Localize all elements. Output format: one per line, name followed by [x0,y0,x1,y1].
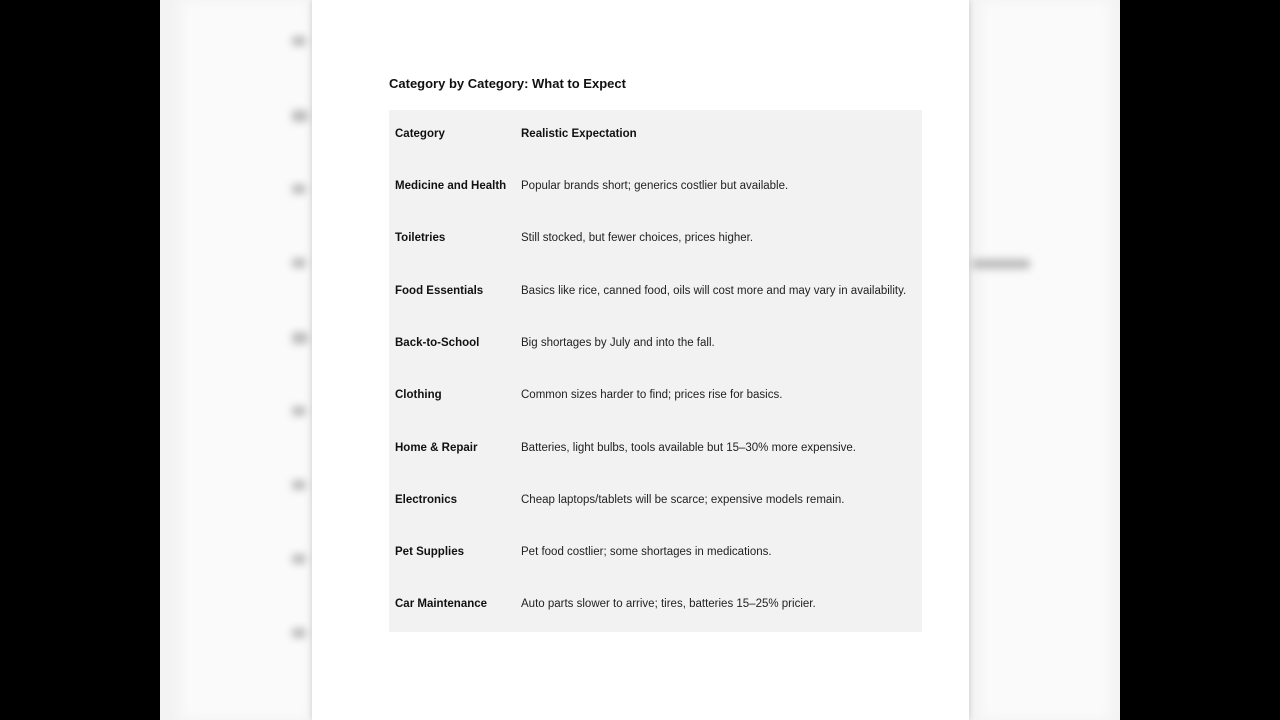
row-category: Toiletries [395,232,446,245]
row-category: Car Maintenance [395,598,488,611]
blurred-mark [292,332,308,344]
row-expectation: Common sizes harder to find; prices rise for basics. [521,389,783,402]
blurred-mark [292,406,306,416]
row-category: Back-to-School [395,336,480,349]
row-expectation: Popular brands short; generics costlier but available. [521,180,789,192]
blurred-mark [292,628,306,638]
table-row [389,598,922,618]
row-category: Food Essentials [395,284,484,297]
table-row [389,337,922,357]
row-expectation: Still stocked, but fewer choices, prices higher. [521,232,754,245]
table-row [389,180,922,200]
blurred-mark [292,258,306,268]
row-category: Medicine and Health [395,180,507,192]
row-expectation: Pet food costlier; some shortages in medications. [521,546,772,559]
blurred-mark [292,110,308,122]
row-category: Electronics [395,493,457,506]
row-expectation: Cheap laptops/tablets will be scarce; expensive models remain. [521,493,845,506]
section-title: Category by Category: What to Expect [389,76,626,91]
expectation-table [389,110,922,632]
blurred-mark [292,554,306,564]
table-row [389,285,922,305]
header-expectation: Realistic Expectation [521,128,637,140]
table-row [389,546,922,566]
blurred-mark [292,184,306,194]
row-expectation: Big shortages by July and into the fall. [521,336,715,349]
row-category: Pet Supplies [395,546,465,559]
row-expectation: Auto parts slower to arrive; tires, batteries 15–25% pricier. [521,598,816,611]
blurred-page-left [180,0,310,720]
header-category: Category [395,128,445,140]
blurred-mark [292,480,306,490]
table-row [389,389,922,409]
row-category: Clothing [395,389,442,402]
blurred-page-right [980,0,1110,720]
blurred-mark [972,259,1030,269]
blurred-mark [292,36,306,46]
row-expectation: Batteries, light bulbs, tools available but 15–30% more expensive. [521,441,856,454]
table-row [389,494,922,514]
table-header-row [389,128,922,148]
row-expectation: Basics like rice, canned food, oils will cost more and may vary in availability. [521,284,907,297]
table-row [389,442,922,462]
row-category: Home & Repair [395,441,478,454]
table-row [389,232,922,252]
